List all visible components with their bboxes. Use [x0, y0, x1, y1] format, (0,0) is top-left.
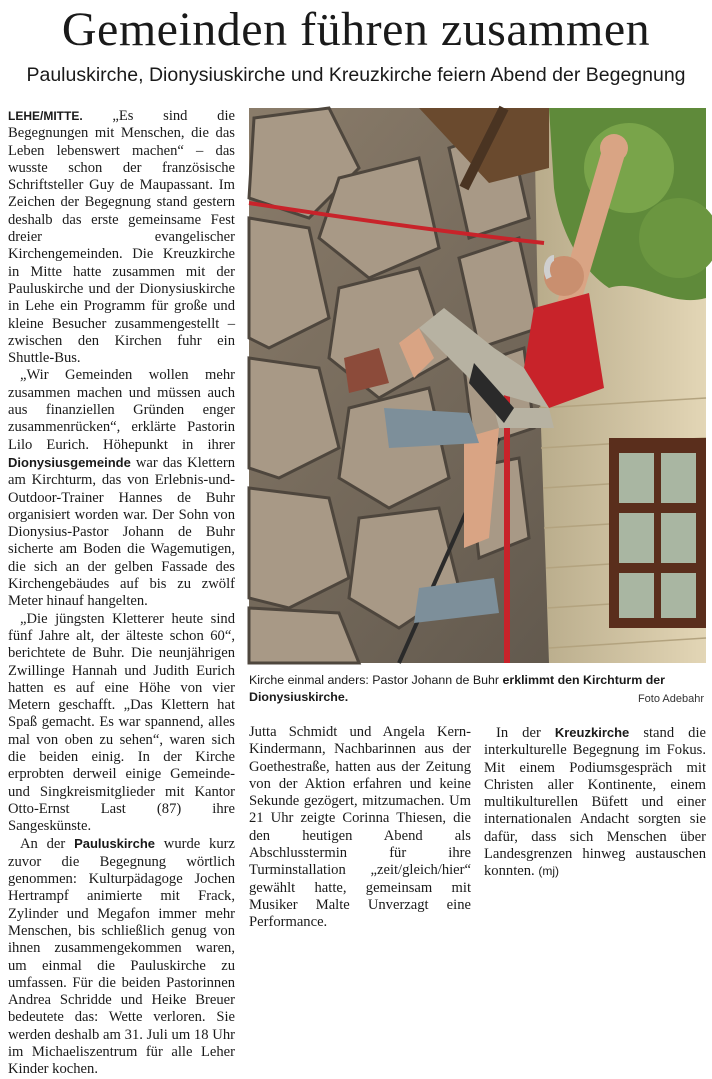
kreuzkirche-highlight: Kreuzkirche — [554, 725, 630, 740]
paragraph-6-text-a: In der — [496, 725, 541, 741]
paragraph-6 — [484, 724, 706, 881]
caption-bold: erklimmt den Kirchturm der Dionysiuskirche. — [249, 673, 665, 704]
article-column-1 — [8, 108, 235, 1078]
paragraph-6-text-b: stand die interkulturelle Begegnung im Fokus. Mit einem Podiumsgespräch mit Christen aller Kontinente, einem multikulturellen Büfett und einer internationalen Andacht sorgten sie dafür, dass sich Menschen über Landesgrenzen hinweg austauschen konnten. — [484, 725, 706, 880]
dionysiusgemeinde-highlight: Dionysiusgemeinde — [8, 454, 131, 470]
paragraph-2 — [8, 367, 235, 610]
paragraph-3: „Die jüngsten Kletterer heute sind fünf Jahre alt, der älteste schon 60“, berichtete de Buhr. Die neunjährigen Zwillinge Hannah und Judith Eurich hatten es auf eine Höhe von vier Metern geschafft. „Das Klettern hat Spaß gemacht. Es war spannend, alles mal von oben zu sehen“, waren sich die beiden einig. In der Kirche erprobten derweil einige Gemeinde- und Singkreismitglieder mit Kantor Otto-Ernst Last (87) ihre Sangeskünste. — [8, 610, 235, 835]
author-signature: (mj) — [538, 864, 559, 879]
roofline: LEHE/MITTE. — [8, 109, 83, 123]
paragraph-1 — [8, 108, 235, 367]
pauluskirche-highlight: Pauluskirche — [74, 836, 155, 852]
paragraph-4-text-a: An der — [20, 836, 66, 853]
paragraph-4 — [8, 835, 235, 1078]
paragraph-2-text-a: „Wir Gemeinden wollen mehr zusammen machen und müssen auch aus finanziellen Gründen enger zusammenrücken“, erklärte Pastorin Lilo Eurich. Höhepunkt in ihrer — [8, 367, 235, 453]
headline: Gemeinden führen zusammen — [61, 3, 651, 56]
caption-plain: Kirche einmal anders: Pastor Johann de Buhr — [249, 673, 500, 687]
subheadline: Pauluskirche, Dionysiuskirche und Kreuzkirche feiern Abend der Begegnung — [26, 64, 686, 86]
article-column-2 — [249, 724, 471, 956]
paragraph-5: Jutta Schmidt und Angela Kern-Kindermann, Nachbarinnen aus der Goethestraße, hatten aus der Zeitung von der Aktion erfahren und keine Sekunde gezögert, mitzumachen. Um 21 Uhr zeigte Corinna Thiesen, die den heutigen Abend als Abschlusstermin für ihre Turminstallation „zeit/gleich/hier“ gewählt hatte, gemeinsam mit Musiker Malte Unverzagt eine Performance. — [249, 724, 471, 931]
paragraph-1-text: „Es sind die Begegnungen mit Menschen, die das Leben lebenswert machen“ – das wusste schon der französische Schriftsteller Guy de Maupassant. Im Zeichen der Begegnung stand gestern deshalb das erste gemeinsame Fest dreier evangelischer Kirchengemeinden. Die Kreuzkirche in Mitte hatte zusammen mit der Pauluskirche und der Dionysiuskirche in Lehe ein Programm für große und kleine Besucher zusammengestellt – zwischen den Kirchen fuhr ein Shuttle-Bus. — [8, 108, 235, 367]
article-photo — [249, 108, 706, 663]
paragraph-4-text-b: wurde kurz zuvor die Begegnung wörtlich genommen: Kulturpädagoge Jochen Hertrampf animierte mit Frack, Zylinder und Megafon immer mehr Menschen, bis schließlich genug von ihnen zusammengekommen waren, um einmal die Pauluskirche zu umfassen. Für die beiden Pastorinnen Andrea Schridde und Heike Breuer bedeutete das: Wette verloren. Sie werden deshalb am 31. Juli um 18 Uhr im Michaeliszentrum für alle Leher Kinder kochen. — [8, 836, 235, 1078]
photo-credit: Foto Adebahr — [637, 693, 704, 705]
article-column-3 — [484, 724, 706, 956]
paragraph-2-text-b: war das Klettern am Kirchturm, das von Erlebnis-und-Outdoor-Trainer Hannes de Buhr organisiert worden war. Der Sohn von Dionysius-Pastor Johann de Buhr sicherte am Boden die Wagemutigen, die sich an der gelben Fassade des Kirchengebäudes auf bis zu zwölf Meter hinauf hangelten. — [8, 454, 235, 610]
climbing-photo-illustration — [249, 108, 706, 663]
